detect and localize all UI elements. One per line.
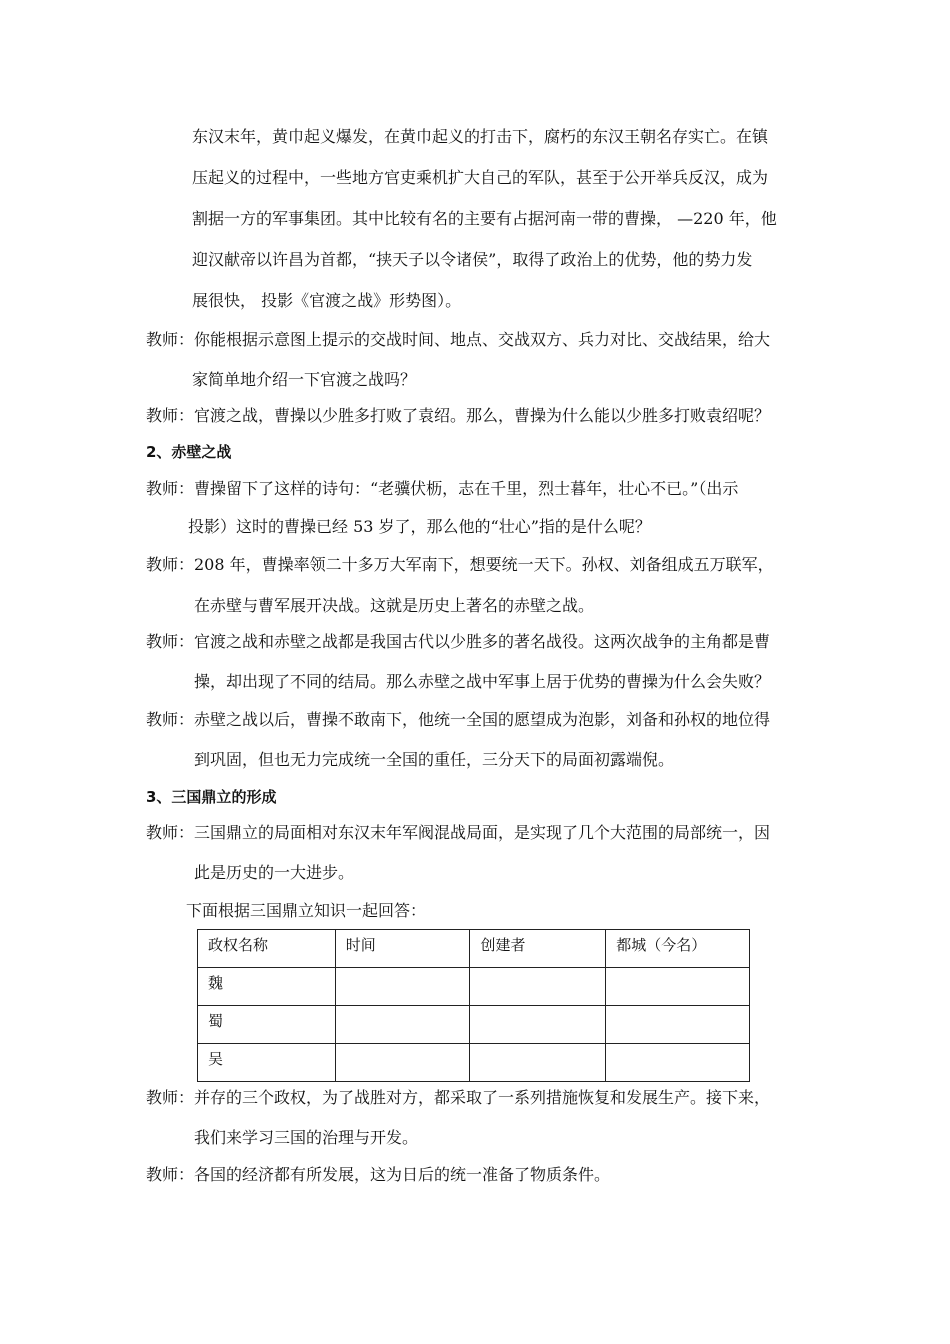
paragraph-line: 割据一方的军事集团。其中比较有名的主要有占据河南一带的曹操， —220 年，他	[192, 209, 777, 228]
paragraph-line: 迎汉献帝以许昌为首都，“挟天子以令诸侯”，取得了政治上的优势，他的势力发	[192, 250, 753, 269]
table-header-cell: 政权名称	[198, 930, 336, 968]
table-cell	[470, 968, 606, 1006]
paragraph-line: 教师：208 年，曹操率领二十多万大军南下，想要统一天下。孙权、刘备组成五万联军，	[146, 555, 774, 574]
paragraph-line: 在赤壁与曹军展开决战。这就是历史上著名的赤壁之战。	[194, 596, 595, 615]
table-header-cell: 创建者	[470, 930, 606, 968]
table-cell	[470, 1044, 606, 1082]
table-cell	[606, 1006, 750, 1044]
table-cell	[335, 1006, 470, 1044]
section-heading: 2、赤壁之战	[146, 443, 232, 461]
paragraph-line: 投影）这时的曹操已经 53 岁了，那么他的“壮心”指的是什么呢？	[188, 517, 651, 536]
table-cell	[606, 968, 750, 1006]
paragraph-line: 教师：赤壁之战以后，曹操不敢南下，他统一全国的愿望成为泡影，刘备和孙权的地位得	[146, 710, 771, 729]
table-header-cell: 时间	[335, 930, 470, 968]
table-row	[198, 1044, 750, 1082]
table-cell	[606, 1044, 750, 1082]
table-row	[198, 968, 750, 1006]
paragraph-line: 教师：并存的三个政权，为了战胜对方，都采取了一系列措施恢复和发展生产。接下来，	[146, 1088, 771, 1107]
paragraph-line: 教师：曹操留下了这样的诗句：“老骥伏枥，志在千里，烈士暮年，壮心不已。”（出示	[146, 479, 739, 498]
paragraph-line: 操，却出现了不同的结局。那么赤壁之战中军事上居于优势的曹操为什么会失败？	[194, 672, 771, 691]
paragraph-line: 下面根据三国鼎立知识一起回答：	[186, 901, 427, 920]
table-header-cell: 都城（今名）	[606, 930, 750, 968]
table-cell	[335, 1044, 470, 1082]
paragraph-line: 展很快， 投影《官渡之战》形势图）。	[192, 291, 462, 310]
table-cell: 蜀	[198, 1006, 336, 1044]
table-cell: 吴	[198, 1044, 336, 1082]
table-row	[198, 1006, 750, 1044]
paragraph-line: 教师：三国鼎立的局面相对东汉末年军阀混战局面，是实现了几个大范围的局部统一，因	[146, 823, 771, 842]
section-heading: 3、三国鼎立的形成	[146, 788, 277, 806]
paragraph-line: 教师：官渡之战和赤壁之战都是我国古代以少胜多的著名战役。这两次战争的主角都是曹	[146, 632, 771, 651]
paragraph-line: 教师：各国的经济都有所发展，这为日后的统一准备了物质条件。	[146, 1165, 611, 1184]
paragraph-line: 此是历史的一大进步。	[194, 863, 355, 882]
paragraph-line: 我们来学习三国的治理与开发。	[194, 1128, 419, 1147]
table-cell	[470, 1006, 606, 1044]
paragraph-line: 教师：官渡之战，曹操以少胜多打败了袁绍。那么，曹操为什么能以少胜多打败袁绍呢？	[146, 406, 771, 425]
paragraph-line: 教师：你能根据示意图上提示的交战时间、地点、交战双方、兵力对比、交战结果，给大	[146, 330, 771, 349]
paragraph-line: 东汉末年，黄巾起义爆发，在黄巾起义的打击下，腐朽的东汉王朝名存实亡。在镇	[192, 127, 769, 146]
regimes-table	[197, 929, 750, 1082]
paragraph-line: 家简单地介绍一下官渡之战吗？	[192, 370, 417, 389]
paragraph-line: 压起义的过程中，一些地方官吏乘机扩大自己的军队，甚至于公开举兵反汉，成为	[192, 168, 769, 187]
table-cell: 魏	[198, 968, 336, 1006]
table-header-row	[198, 930, 750, 968]
paragraph-line: 到巩固，但也无力完成统一全国的重任，三分天下的局面初露端倪。	[194, 750, 675, 769]
table-cell	[335, 968, 470, 1006]
